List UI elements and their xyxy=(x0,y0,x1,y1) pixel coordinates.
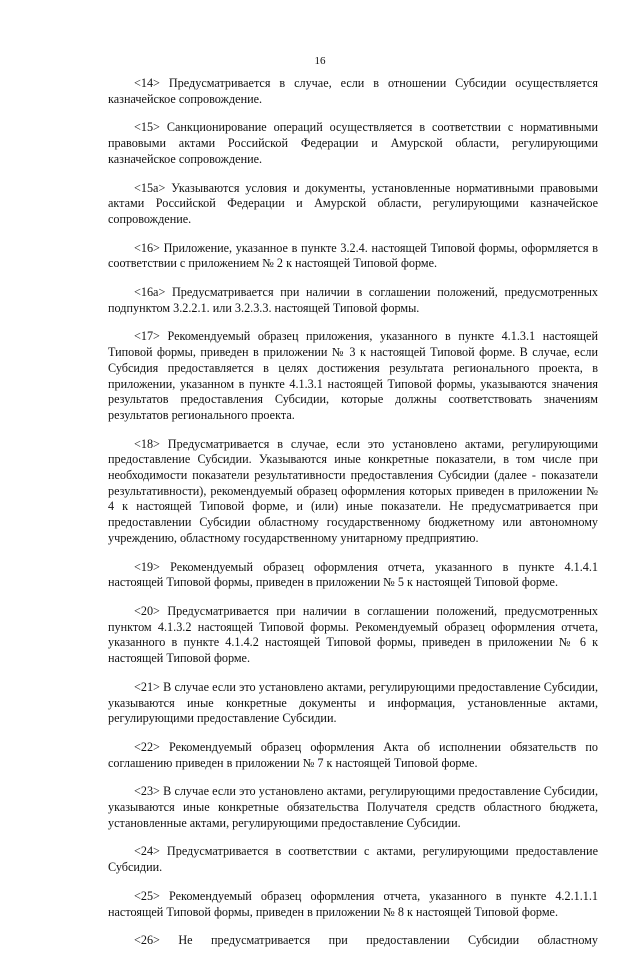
footnote-26: <26> Не предусматривается при предоставлении Субсидии областному xyxy=(134,933,598,948)
footnote-15: <15> Санкционирование операций осуществляется в соответствии с нормативными правовыми актами Российской Федерации и Амурской области, регулирующими казначейское сопровождение. xyxy=(108,120,598,166)
footnote-22: <22> Рекомендуемый образец оформления Акта об исполнении обязательств по соглашению приведен в приложении № 7 к настоящей Типовой форме. xyxy=(108,739,598,770)
footnote-16: <16> Приложение, указанное в пункте 3.2.4. настоящей Типовой формы, оформляется в соответствии с приложением № 2 к настоящей Типовой форме. xyxy=(108,240,598,271)
footnote-16a: <16а> Предусматривается при наличии в соглашении положений, предусмотренных подпунктом 3.2.2.1. или 3.2.3.3. настоящей Типовой формы. xyxy=(108,285,598,315)
footnote-15a: <15а> Указываются условия и документы, установленные нормативными правовыми актами Российской Федерации и Амурской области, регулирующими казначейское сопровождение. xyxy=(108,180,598,226)
footnote-24: <24> Предусматривается в соответствии с актами, регулирующими предоставление Субсидии. xyxy=(108,844,598,875)
footnotes-list xyxy=(108,76,598,962)
page-number: 16 xyxy=(314,55,326,67)
footnote-14: <14> Предусматривается в случае, если в отношении Субсидии осуществляется казначейское сопровождение. xyxy=(108,76,598,106)
footnote-23: <23> В случае если это установлено актами, регулирующими предоставление Субсидии, указываются иные конкретные обязательства Получателя средств областного бюджета, установленные актами, регулирующими предоставление Субсидии. xyxy=(108,784,598,830)
footnote-17: <17> Рекомендуемый образец приложения, указанного в пункте 4.1.3.1 настоящей Типовой формы, приведен в приложении № 3 к настоящей Типовой форме. В случае, если Субсидия предоставляется в целях достижения результата регионального проекта, в приложении, указанном в пункте 4.1.3.1 настоящей Типовой формы, указываются значения результатов предоставления Субсидии, которые должны соответствовать значениям результатов регионального проекта. xyxy=(108,329,598,422)
footnote-25: <25> Рекомендуемый образец оформления отчета, указанного в пункте 4.2.1.1.1 настоящей Типовой формы, приведен в приложении № 8 к настоящей Типовой форме. xyxy=(108,888,598,919)
footnote-21: <21> В случае если это установлено актами, регулирующими предоставление Субсидии, указываются иные конкретные документы и информация, установленные актами, регулирующими предоставление Субсидии. xyxy=(108,679,598,726)
footnote-19: <19> Рекомендуемый образец оформления отчета, указанного в пункте 4.1.4.1 настоящей Типовой формы, приведен в приложении № 5 к настоящей Типовой форме. xyxy=(108,559,598,590)
footnote-20: <20> Предусматривается при наличии в соглашении положений, предусмотренных пунктом 4.1.3.2 настоящей Типовой формы. Рекомендуемый образец оформления отчета, указанного в пункте 4.1.4.2 настоящей Типовой формы, приведен в приложении № 6 к настоящей Типовой форме. xyxy=(108,603,598,666)
footnote-18: <18> Предусматривается в случае, если это установлено актами, регулирующими предоставление Субсидии. Указываются иные конкретные показатели, в том числе при необходимости показатели результативности предоставления Субсидии (далее - показатели результативности), рекомендуемый образец оформления которых приведен в приложении № 4 к настоящей Типовой форме, и (или) иные показатели. Не предусматривается при предоставлении Субсидии областному государственному бюджетному или автономному учреждению, областному государственному унитарному предприятию. xyxy=(108,436,598,545)
